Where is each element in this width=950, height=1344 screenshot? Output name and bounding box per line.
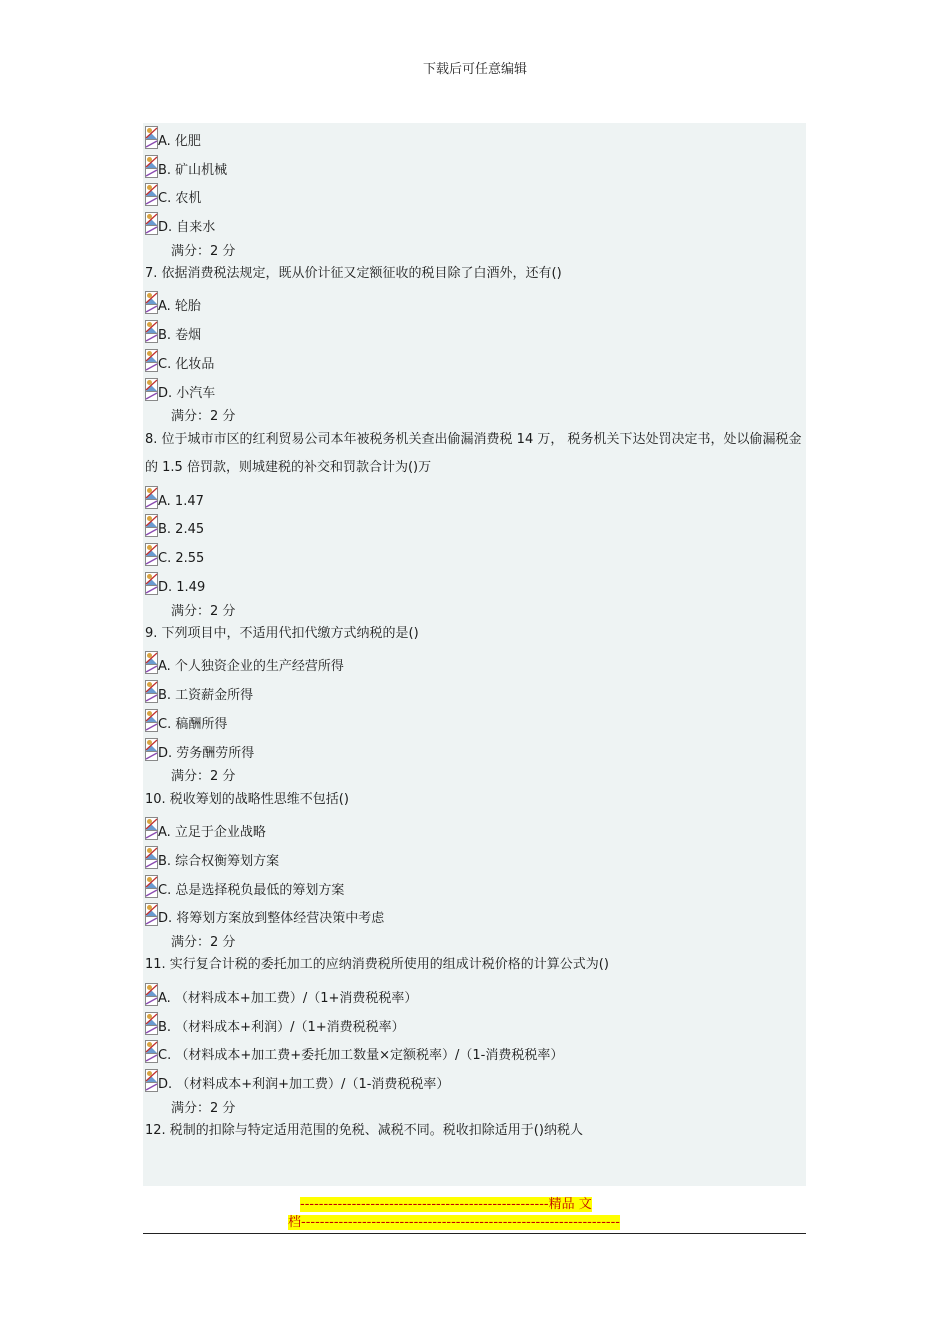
option-label: D. 1.49	[158, 580, 206, 596]
broken-image-icon	[145, 349, 158, 372]
answer-option[interactable]	[145, 706, 806, 735]
answer-option[interactable]	[145, 152, 806, 181]
answer-option[interactable]	[145, 677, 806, 706]
broken-image-icon	[145, 846, 158, 869]
option-label: D. 将筹划方案放到整体经营决策中考虑	[158, 911, 385, 927]
answer-option[interactable]	[145, 980, 806, 1009]
option-label: D. 自来水	[158, 220, 216, 236]
broken-image-icon	[145, 738, 158, 761]
answer-option[interactable]	[145, 483, 806, 512]
broken-image-icon	[145, 486, 158, 509]
question-text: 8. 位于城市市区的红利贸易公司本年被税务机关查出偷漏消费税 14 万， 税务机关下达处罚决定书，处以偷漏税金的 1.5 倍罚款，则城建税的补交和罚款合计为()万	[145, 431, 802, 476]
answer-option[interactable]	[145, 512, 806, 541]
broken-image-icon	[145, 903, 158, 926]
score-label: 满分：2 分	[171, 1100, 236, 1116]
broken-image-icon	[145, 572, 158, 595]
question-text: 10. 税收筹划的战略性思维不包括()	[145, 791, 349, 807]
answer-option[interactable]	[145, 123, 806, 152]
option-label: B. （材料成本+利润）/（1+消费税税率）	[158, 1019, 405, 1035]
option-label: C. 农机	[158, 191, 202, 207]
page-header: 下载后可任意编辑	[422, 62, 527, 77]
broken-image-icon	[145, 680, 158, 703]
broken-image-icon	[145, 543, 158, 566]
option-label: D. （材料成本+利润+加工费）/（1-消费税税率）	[158, 1077, 450, 1093]
answer-option[interactable]	[145, 649, 806, 678]
broken-image-icon	[145, 514, 158, 537]
broken-image-icon	[145, 378, 158, 401]
option-label: B. 卷烟	[158, 328, 202, 344]
broken-image-icon	[145, 291, 158, 314]
answer-option[interactable]	[145, 346, 806, 375]
answer-option[interactable]	[145, 1009, 806, 1038]
question-text: 7. 依据消费税法规定，既从价计征又定额征收的税目除了白酒外，还有()	[145, 266, 562, 282]
broken-image-icon	[145, 1069, 158, 1092]
answer-option[interactable]	[145, 317, 806, 346]
option-label: B. 综合权衡筹划方案	[158, 853, 280, 869]
score-label: 满分：2 分	[171, 603, 236, 619]
score-label: 满分：2 分	[171, 769, 236, 785]
footer-line-2: 档--------------------------------------------------------------------	[288, 1215, 620, 1230]
broken-image-icon	[145, 817, 158, 840]
broken-image-icon	[145, 126, 158, 149]
answer-option[interactable]	[145, 872, 806, 901]
answer-option[interactable]	[145, 1066, 806, 1095]
broken-image-icon	[145, 155, 158, 178]
score-label: 满分：2 分	[171, 409, 236, 425]
question-text: 12. 税制的扣除与特定适用范围的免税、减税不同。税收扣除适用于()纳税人	[145, 1123, 583, 1139]
option-label: C. 稿酬所得	[158, 716, 228, 732]
broken-image-icon	[145, 983, 158, 1006]
footer-watermark	[288, 1196, 668, 1232]
answer-option[interactable]	[145, 540, 806, 569]
footer-rule	[143, 1233, 806, 1234]
option-label: D. 小汽车	[158, 385, 216, 401]
broken-image-icon	[145, 875, 158, 898]
answer-option[interactable]	[145, 814, 806, 843]
option-label: C. （材料成本+加工费+委托加工数量×定额税率）/（1-消费税税率）	[158, 1048, 564, 1064]
option-label: B. 工资薪金所得	[158, 688, 254, 704]
option-label: B. 矿山机械	[158, 162, 228, 178]
answer-option[interactable]	[145, 1038, 806, 1067]
answer-option[interactable]	[145, 843, 806, 872]
option-label: A. 个人独资企业的生产经营所得	[158, 659, 344, 675]
answer-option[interactable]	[145, 209, 806, 238]
answer-option[interactable]	[145, 735, 806, 764]
option-label: C. 2.55	[158, 551, 205, 567]
answer-option[interactable]	[145, 289, 806, 318]
option-label: C. 总是选择税负最低的筹划方案	[158, 882, 345, 898]
broken-image-icon	[145, 1012, 158, 1035]
question-text: 9. 下列项目中，不适用代扣代缴方式纳税的是()	[145, 626, 419, 642]
question-text: 11. 实行复合计税的委托加工的应纳消费税所使用的组成计税价格的计算公式为()	[145, 957, 609, 973]
option-label: B. 2.45	[158, 522, 205, 538]
answer-option[interactable]	[145, 569, 806, 598]
option-label: A. 化肥	[158, 133, 201, 149]
broken-image-icon	[145, 212, 158, 235]
option-label: A. 1.47	[158, 493, 204, 509]
broken-image-icon	[145, 183, 158, 206]
score-label: 满分：2 分	[171, 934, 236, 950]
broken-image-icon	[145, 1040, 158, 1063]
option-label: A. （材料成本+加工费）/（1+消费税税率）	[158, 990, 418, 1006]
answer-option[interactable]	[145, 901, 806, 930]
broken-image-icon	[145, 651, 158, 674]
option-label: A. 立足于企业战略	[158, 825, 266, 841]
score-label: 满分：2 分	[171, 243, 236, 259]
broken-image-icon	[145, 320, 158, 343]
answer-option[interactable]	[145, 375, 806, 404]
answer-option[interactable]	[145, 181, 806, 210]
option-label: C. 化妆品	[158, 357, 215, 373]
option-label: D. 劳务酬劳所得	[158, 745, 255, 761]
exam-content	[143, 123, 806, 1186]
option-label: A. 轮胎	[158, 299, 201, 315]
footer-line-1: -----------------------------------------------------精品 文	[300, 1197, 592, 1212]
broken-image-icon	[145, 709, 158, 732]
